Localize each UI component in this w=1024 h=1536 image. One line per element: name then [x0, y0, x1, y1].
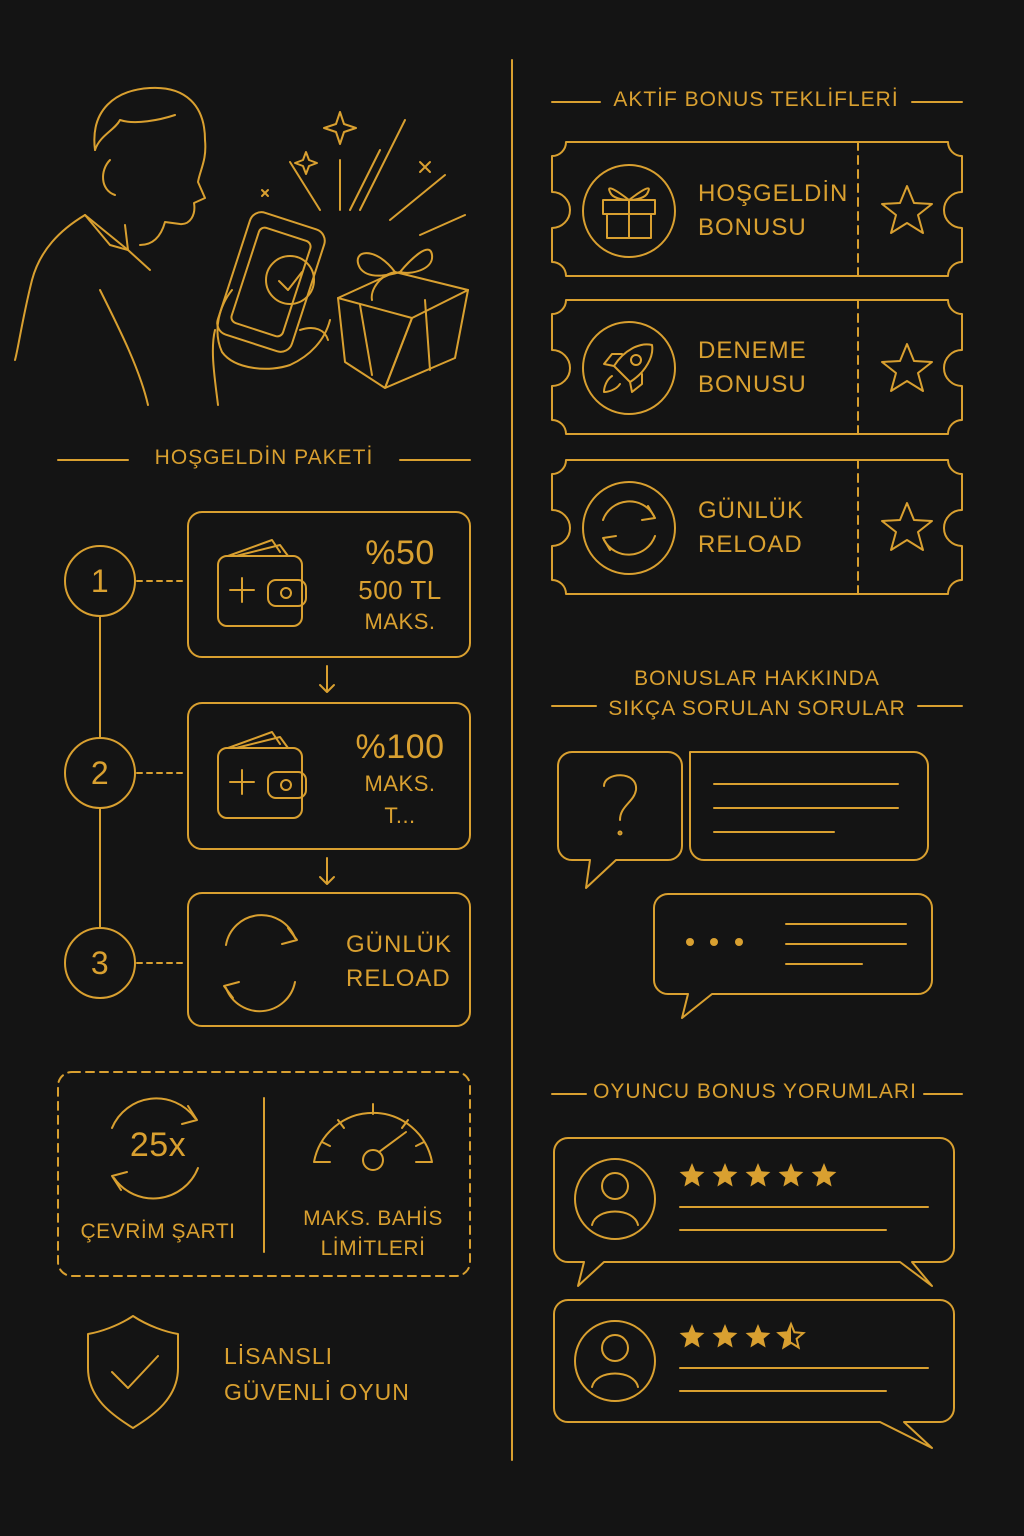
offer-2-text[interactable]	[698, 334, 807, 402]
review-stars-1	[680, 1163, 837, 1187]
star-filled-icon	[680, 1163, 705, 1187]
step-card-1-text[interactable]	[330, 532, 470, 638]
step-1-max: MAKS.	[364, 609, 436, 634]
step-number-1: 1	[90, 563, 110, 599]
star-icon	[882, 503, 932, 550]
offer-3-line2: RELOAD	[698, 531, 803, 558]
step-2-max: MAKS.	[364, 771, 436, 796]
license-text	[224, 1338, 410, 1410]
wallet-add-icon	[218, 540, 306, 626]
star-filled-icon	[680, 1324, 705, 1348]
typing-dot	[735, 938, 743, 946]
offer-3-text[interactable]	[698, 494, 804, 562]
hero-illustration	[15, 88, 468, 405]
offer-2-line1: DENEME	[698, 337, 807, 364]
step-2-percent: %100	[355, 728, 445, 766]
license-line2: GÜVENLİ OYUN	[224, 1379, 410, 1405]
gift-icon	[603, 188, 655, 238]
faq-answer-bubble	[690, 752, 928, 860]
arrow-down-icon	[320, 666, 334, 692]
offer-1-line1: HOŞGELDİN	[698, 180, 849, 207]
star-filled-icon	[713, 1324, 738, 1348]
step-1-percent: %50	[365, 534, 435, 572]
welcome-package-title: HOŞGELDİN PAKETİ	[154, 446, 374, 469]
star-icon	[882, 186, 932, 233]
star-filled-icon	[746, 1324, 771, 1348]
step-1-amount: 500 TL	[358, 575, 442, 605]
step-3-line2: RELOAD	[346, 965, 451, 992]
star-filled-icon	[713, 1163, 738, 1187]
review-card-1	[554, 1138, 954, 1286]
reviews-title: OYUNCU BONUS YORUMLARI	[593, 1080, 917, 1103]
speedometer-icon	[314, 1104, 432, 1170]
star-filled-icon	[812, 1163, 837, 1187]
license-line1: LİSANSLI	[224, 1343, 333, 1369]
step-card-3-text[interactable]	[346, 928, 452, 996]
wallet-add-icon	[218, 732, 306, 818]
faq-question-bubble	[558, 752, 682, 888]
wagering-value: 25x	[129, 1126, 187, 1164]
typing-dot	[686, 938, 694, 946]
faq-title-line2: SIKÇA SORULAN SORULAR	[608, 697, 906, 720]
offer-1-text[interactable]	[698, 177, 848, 245]
max-bet-line2: LİMİTLERİ	[320, 1237, 426, 1260]
star-filled-icon	[779, 1163, 804, 1187]
step-2-amount: T...	[384, 803, 416, 828]
faq-title-line1: BONUSLAR HAKKINDA	[634, 667, 880, 690]
faq-typing-bubble	[654, 894, 932, 1018]
review-card-2	[554, 1300, 954, 1448]
reload-icon	[224, 915, 297, 1011]
wagering-label: ÇEVRİM ŞARTI	[80, 1220, 236, 1243]
shield-check-icon	[88, 1316, 178, 1428]
max-bet-label	[288, 1204, 458, 1264]
star-filled-icon	[746, 1163, 771, 1187]
faq-title	[596, 664, 918, 724]
offer-1-line2: BONUSU	[698, 214, 807, 241]
review-stars-2	[680, 1324, 804, 1348]
rocket-icon	[604, 344, 652, 392]
typing-dot	[710, 938, 718, 946]
step-number-3: 3	[90, 945, 110, 981]
max-bet-line1: MAKS. BAHİS	[303, 1207, 443, 1230]
step-3-line1: GÜNLÜK	[346, 931, 453, 958]
step-card-2-text[interactable]	[330, 726, 470, 832]
active-offers-title: AKTİF BONUS TEKLİFLERİ	[613, 88, 899, 111]
star-icon	[882, 344, 932, 391]
offer-3-line1: GÜNLÜK	[698, 497, 805, 524]
step-number-2: 2	[90, 755, 110, 791]
offer-2-line2: BONUSU	[698, 371, 807, 398]
reload-icon	[603, 501, 655, 554]
arrow-down-icon	[320, 858, 334, 884]
